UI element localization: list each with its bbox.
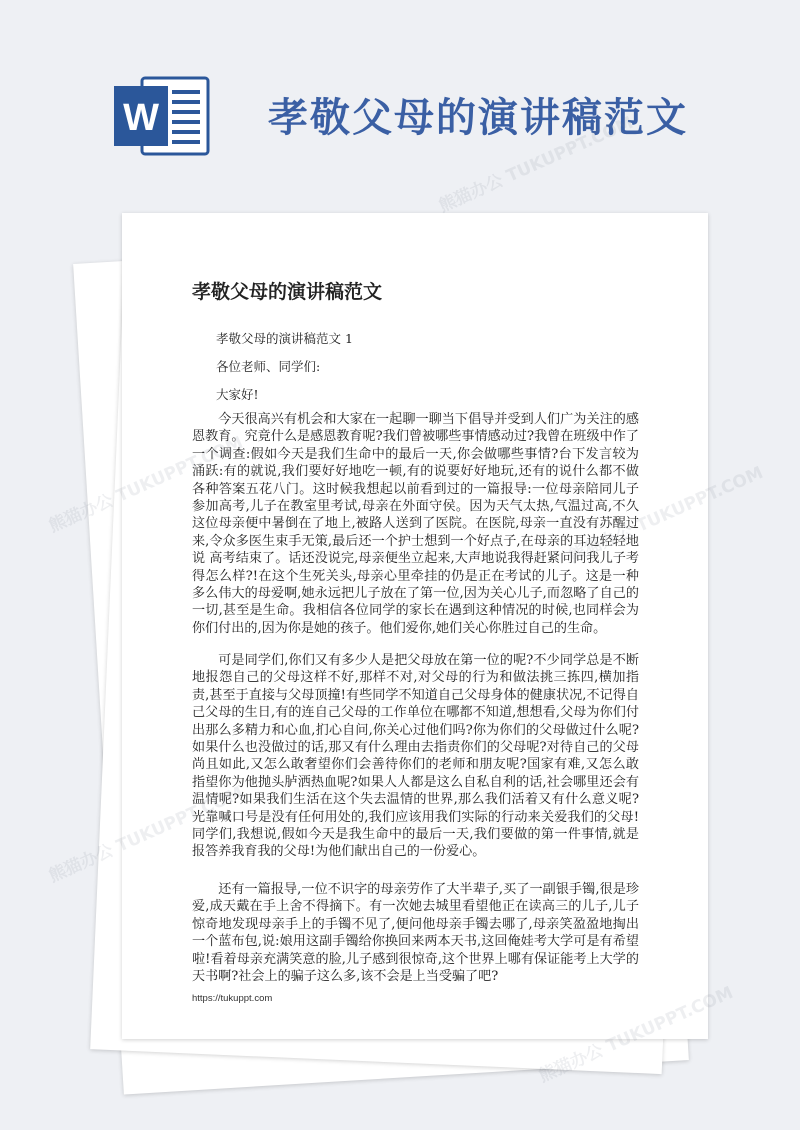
paragraph-2: 可是同学们,你们又有多少人是把父母放在第一位的呢?不少同学总是不断地报怨自己的父母这样不好,那样不对,对父母的行为和做法挑三拣四,横加指责,甚至于直接与父母顶撞!有些同学不知道自己父母身体的健康状况,不记得自己父母的生日,有的连自己父母的工作单位在哪都不知道,想想看,父母为你们付出那么多精力和心血,扪心自问,你关心过他们吗?你为你们的父母做过什么呢?如果什么也没做过的话,那又有什么理由去指责你们的父母呢?对待自己的父母尚且如此,又怎么敢奢望你们会善待你们的老师和朋友呢?国家有难,又怎么敢指望你为他抛头胪洒热血呢?如果人人都是这么自私自利的话,社会哪里还会有温情呢?如果我们生活在这个失去温情的世界,那么我们活着又有什么意义呢?光靠喊口号是没有任何用处的,我们应该用我们实际的行动来关爱我们的父母!同学们,我想说,假如今天是我生命中的最后一天,我们要做的第一件事情,就是报答养我育我的父母!为他们献出自己的一份爱心。 xyxy=(192,653,639,860)
banner-title: 孝敬父母的演讲稿范文 xyxy=(268,95,688,141)
watermark: 熊猫办公 xyxy=(46,490,117,537)
paragraph-3: 还有一篇报导,一位不识字的母亲劳作了大半辈子,买了一副银手镯,很是珍爱,成天戴在手上舍不得摘下。有一次她去城里看望他正在读高三的儿子,儿子惊奇地发现母亲手上的手镯不见了,便问他母亲手镯去哪了,母亲笑盈盈地掏出一个蓝布包,说:娘用这副手镯给你换回来两本天书,这回俺娃考大学可是有希望啦!看着母亲充满笑意的脸,儿子感到很惊奇,这个世界上哪有保证能考上大学的天书啊?社会上的骗子这么多,该不会是上当受骗了吧? xyxy=(192,882,639,985)
greeting: 大家好! xyxy=(216,387,259,402)
word-icon-letter: W xyxy=(123,97,159,139)
footer-url: https://tukuppt.com xyxy=(192,993,273,1004)
watermark: 熊猫办公 TUKUPPT.COM xyxy=(436,112,637,217)
word-app-icon xyxy=(112,72,210,160)
document-title: 孝敬父母的演讲稿范文 xyxy=(192,281,383,303)
watermark: 熊猫办公 xyxy=(46,840,117,887)
paragraph-1: 今天很高兴有机会和大家在一起聊一聊当下倡导并受到人们广为关注的感恩教育。究竟什么是感恩教育呢?我们曾被哪些事情感动过?我曾在班级中作了一个调查:假如今天是我们生命中的最后一天,你会做哪些事情?台下发言较为涌跃:有的就说,我们要好好地吃一顿,有的说要好好地玩,还有的说什么都不做各种答案五花八门。这时候我想起以前看到过的一篇报导:一位母亲陪同儿子参加高考,儿子在教室里考试,母亲在外面守侯。因为天气太热,气温过高,不久这位母亲便中暑倒在了地上,被路人送到了医院。在医院,母亲一直没有苏醒过来,令众多医生束手无策,最后还一个护士想到一个好点子,在母亲的耳边轻轻地说 高考结束了。话还没说完,母亲便坐立起来,大声地说我得赶紧问问我儿子考得怎么样?!在这个生死关头,母亲心里牵挂的仍是正在考试的儿子。这是一种多么伟大的母爱啊,她永远把儿子放在了第一位,因为关心儿子,而忽略了自己的一切,甚至是生命。我相信各位同学的家长在遇到这种情况的时候,也同样会为你们付出的,因为你是她的孩子。他们爱你,她们关心你胜过自己的生命。 xyxy=(192,412,639,636)
document-page xyxy=(122,213,708,1039)
salutation: 各位老师、同学们: xyxy=(216,359,321,374)
document-subtitle: 孝敬父母的演讲稿范文 1 xyxy=(216,331,353,346)
